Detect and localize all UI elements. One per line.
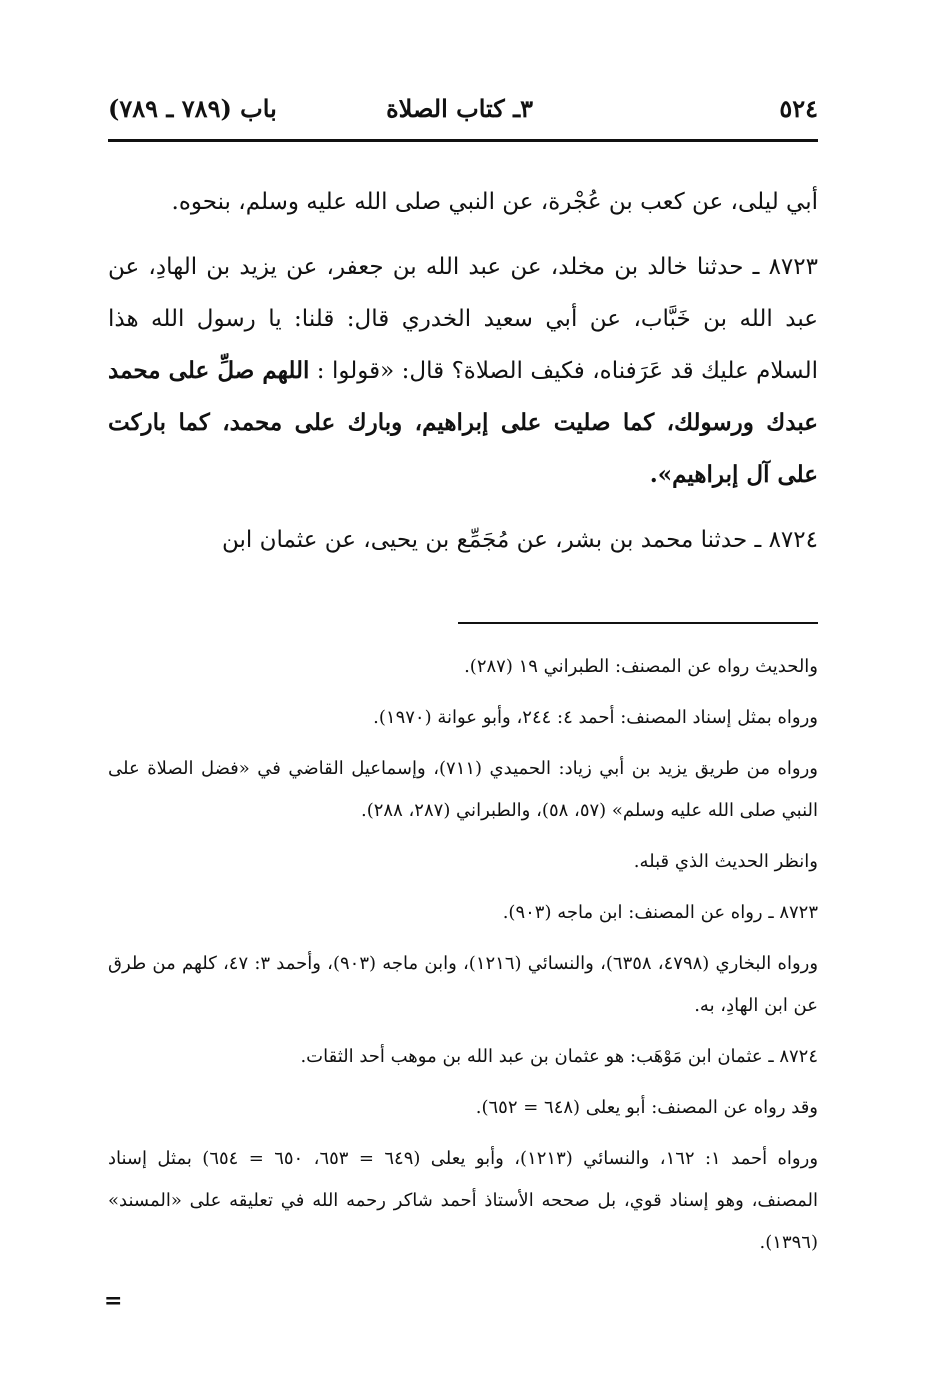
footnote-line: ورواه من طريق يزيد بن أبي زياد: الحميدي (٧١١)، وإسماعيل القاضي في «فضل الصلاة على النبي صلى الله عليه وسلم» (٥٧، ٥٨)، والطبراني (٢٨٧، ٢٨٨). — [108, 758, 818, 821]
footnote-line: ٨٧٢٣ ـ رواه عن المصنف: ابن ماجه (٩٠٣). — [502, 902, 818, 923]
header-rule — [108, 139, 818, 142]
book-title: ٣ـ كتاب الصلاة — [386, 94, 533, 123]
continuation-mark: = — [104, 1288, 123, 1314]
main-text — [108, 176, 818, 566]
hadith-8724: ٨٧٢٤ ـ حدثنا محمد بن بشر، عن مُجَمِّع بن يحيى، عن عثمان ابن — [221, 527, 818, 553]
running-header — [108, 88, 818, 130]
page-number: ٥٢٤ — [779, 94, 818, 123]
footnote-line: وقد رواه عن المصنف: أبو يعلى (٦٤٨ = ٦٥٢). — [475, 1097, 818, 1118]
hadith-8723 — [108, 241, 818, 501]
continued-paragraph: أبي ليلى، عن كعب بن عُجْرة، عن النبي صلى الله عليه وسلم، بنحوه. — [171, 189, 818, 215]
footnote-line: والحديث رواه عن المصنف: الطبراني ١٩ (٢٨٧). — [464, 656, 818, 677]
footnote-line: ورواه بمثل إسناد المصنف: أحمد ٤: ٢٤٤، وأبو عوانة (١٩٧٠). — [373, 707, 818, 728]
footnote-line: ورواه أحمد ١: ١٦٢، والنسائي (١٢١٣)، وأبو يعلى (٦٤٩ = ٦٥٣، ٦٥٠ = ٦٥٤) بمثل إسناد المصنف، وهو إسناد قوي، بل صححه الأستاذ أحمد شاكر رحمه الله في تعليقه على «المسند» (١٣٩٦). — [108, 1148, 819, 1253]
chapter-range: باب (٧٨٩ ـ ٧٨٩) — [108, 94, 277, 123]
footnote-line: وانظر الحديث الذي قبله. — [633, 851, 818, 872]
footnote-line: ورواه البخاري (٤٧٩٨، ٦٣٥٨)، والنسائي (١٢١٦)، وابن ماجه (٩٠٣)، وأحمد ٣: ٤٧، كلهم من طرق عن ابن الهادِ، به. — [108, 953, 819, 1016]
footnote-line: ٨٧٢٤ ـ عثمان ابن مَوْهَب: هو عثمان بن عبد الله بن موهب أحد الثقات. — [300, 1046, 818, 1067]
hadith-8723-prayer: اللهم صلِّ على محمد عبدك ورسولك، كما صليت على إبراهيم، وبارك على محمد، كما باركت على آل إبراهيم». — [108, 357, 818, 488]
footnote-separator — [458, 622, 818, 624]
footnotes — [108, 646, 818, 1273]
hadith-8723-text: ٨٧٢٣ ـ حدثنا خالد بن مخلد، عن عبد الله بن جعفر، عن يزيد بن الهادِ، عن عبد الله بن خَبَّاب، عن أبي سعيد الخدري قال: قلنا: يا رسول الله هذا السلام عليك قد عَرَفناه، فكيف الصلاة؟ قال: «قولوا : — [108, 254, 819, 384]
